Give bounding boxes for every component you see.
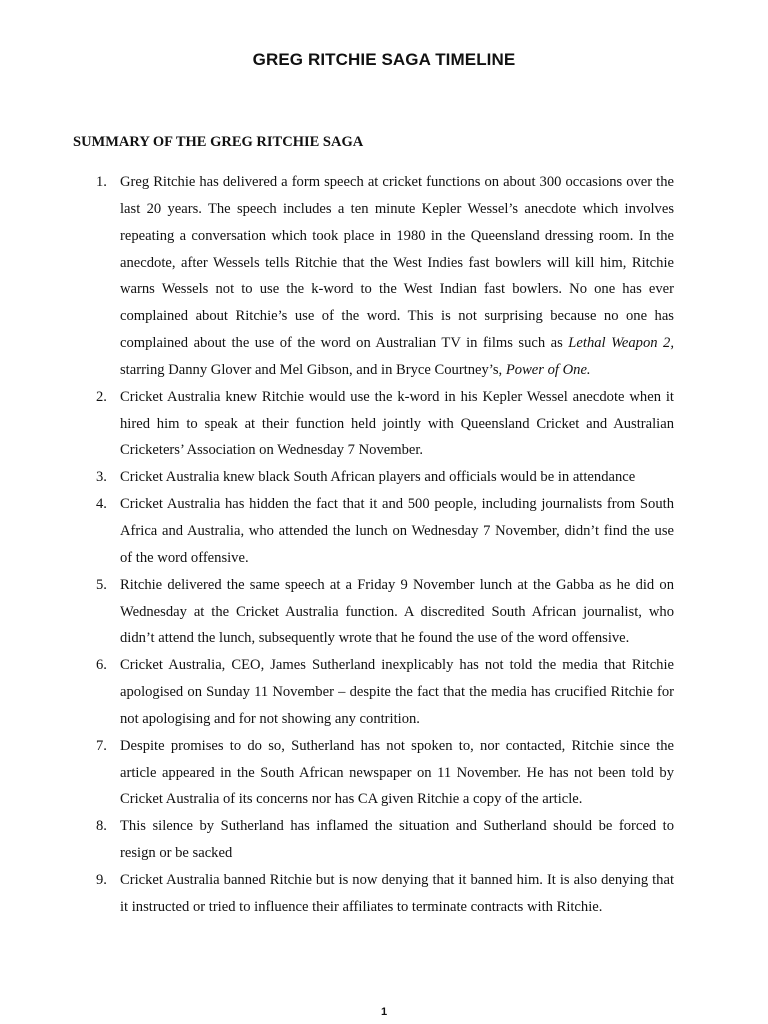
film-title-lethal-weapon: Lethal Weapon 2, xyxy=(568,335,674,352)
list-item-number: 4. xyxy=(96,496,107,513)
list-item-text: Cricket Australia knew Ritchie would use the k-word in his Kepler Wessel anecdote when it hired him to speak at their function held jointly with Queensland Cricket and Australian Cricketers’ Association on Wednesday 7 November. xyxy=(120,388,674,459)
list-item-text: Cricket Australia banned Ritchie but is now denying that it banned him. It is also denying that it instructed or tried to influence their affiliates to terminate contracts with Ritchie. xyxy=(120,871,674,915)
list-item xyxy=(0,733,768,814)
page-number: 1 xyxy=(380,1006,388,1018)
list-item xyxy=(0,491,768,572)
list-item-text: Ritchie delivered the same speech at a Friday 9 November lunch at the Gabba as he did on Wednesday at the Cricket Australia function. A discredited South African journalist, who didn’t attend the lunch, subsequently wrote that he found the use of the word offensive. xyxy=(120,576,674,647)
list-item xyxy=(0,384,768,465)
list-item-number: 6. xyxy=(96,657,107,674)
list-item-number: 7. xyxy=(96,737,107,754)
list-item-text: Greg Ritchie has delivered a form speech at cricket functions on about 300 occasions over the last 20 years. The speech includes a ten minute Kepler Wessel’s anecdote which involves repeating a conversation which took place in 1980 in the Queensland dressing room. In the anecdote, after Wessels tells Ritchie that the West Indies fast bowlers will kill him, Ritchie warns Wessels not to use the k-word to the West Indian fast bowlers. No one has ever complained about Ritchie’s use of the word. This is not surprising because no one has complained about the use of the word on Australian TV in films such as xyxy=(120,174,674,352)
list-item-number: 1. xyxy=(96,174,107,190)
list-item-number: 2. xyxy=(96,388,107,405)
list-item-text: Cricket Australia has hidden the fact that it and 500 people, including journalists from South Africa and Australia, who attended the lunch on Wednesday 7 November, didn’t find the use of the word offensive. xyxy=(120,496,674,566)
summary-list xyxy=(0,169,768,921)
list-item xyxy=(0,652,768,733)
list-item-text-continued: starring Danny Glover and Mel Gibson, and in Bryce Courtney’s, xyxy=(120,361,506,378)
list-item xyxy=(0,572,768,653)
list-item-number: 3. xyxy=(96,469,107,486)
section-heading: SUMMARY OF THE GREG RITCHIE SAGA xyxy=(73,134,364,150)
list-item-number: 8. xyxy=(96,818,107,835)
document-title: GREG RITCHIE SAGA TIMELINE xyxy=(252,50,516,69)
list-item-text: Cricket Australia knew black South African players and officials would be in attendance xyxy=(120,469,636,486)
list-item-text: This silence by Sutherland has inflamed the situation and Sutherland should be forced to resign or be sacked xyxy=(120,818,674,862)
list-item-number: 9. xyxy=(96,871,107,888)
film-title-power-of-one: Power of One. xyxy=(505,361,591,378)
list-item xyxy=(0,813,768,867)
list-item-number: 5. xyxy=(96,576,107,593)
list-item xyxy=(0,169,768,384)
list-item-text: Cricket Australia, CEO, James Sutherland inexplicably has not told the media that Ritchie apologised on Sunday 11 November – despite the fact that the media has crucified Ritchie for not apologising and for not showing any contrition. xyxy=(120,657,674,727)
list-item xyxy=(0,464,768,491)
list-item xyxy=(0,867,768,921)
list-item-text: Despite promises to do so, Sutherland has not spoken to, nor contacted, Ritchie since the article appeared in the South African newspaper on 11 November. He has not been told by Cricket Australia of its concerns nor has CA given Ritchie a copy of the article. xyxy=(120,737,674,808)
